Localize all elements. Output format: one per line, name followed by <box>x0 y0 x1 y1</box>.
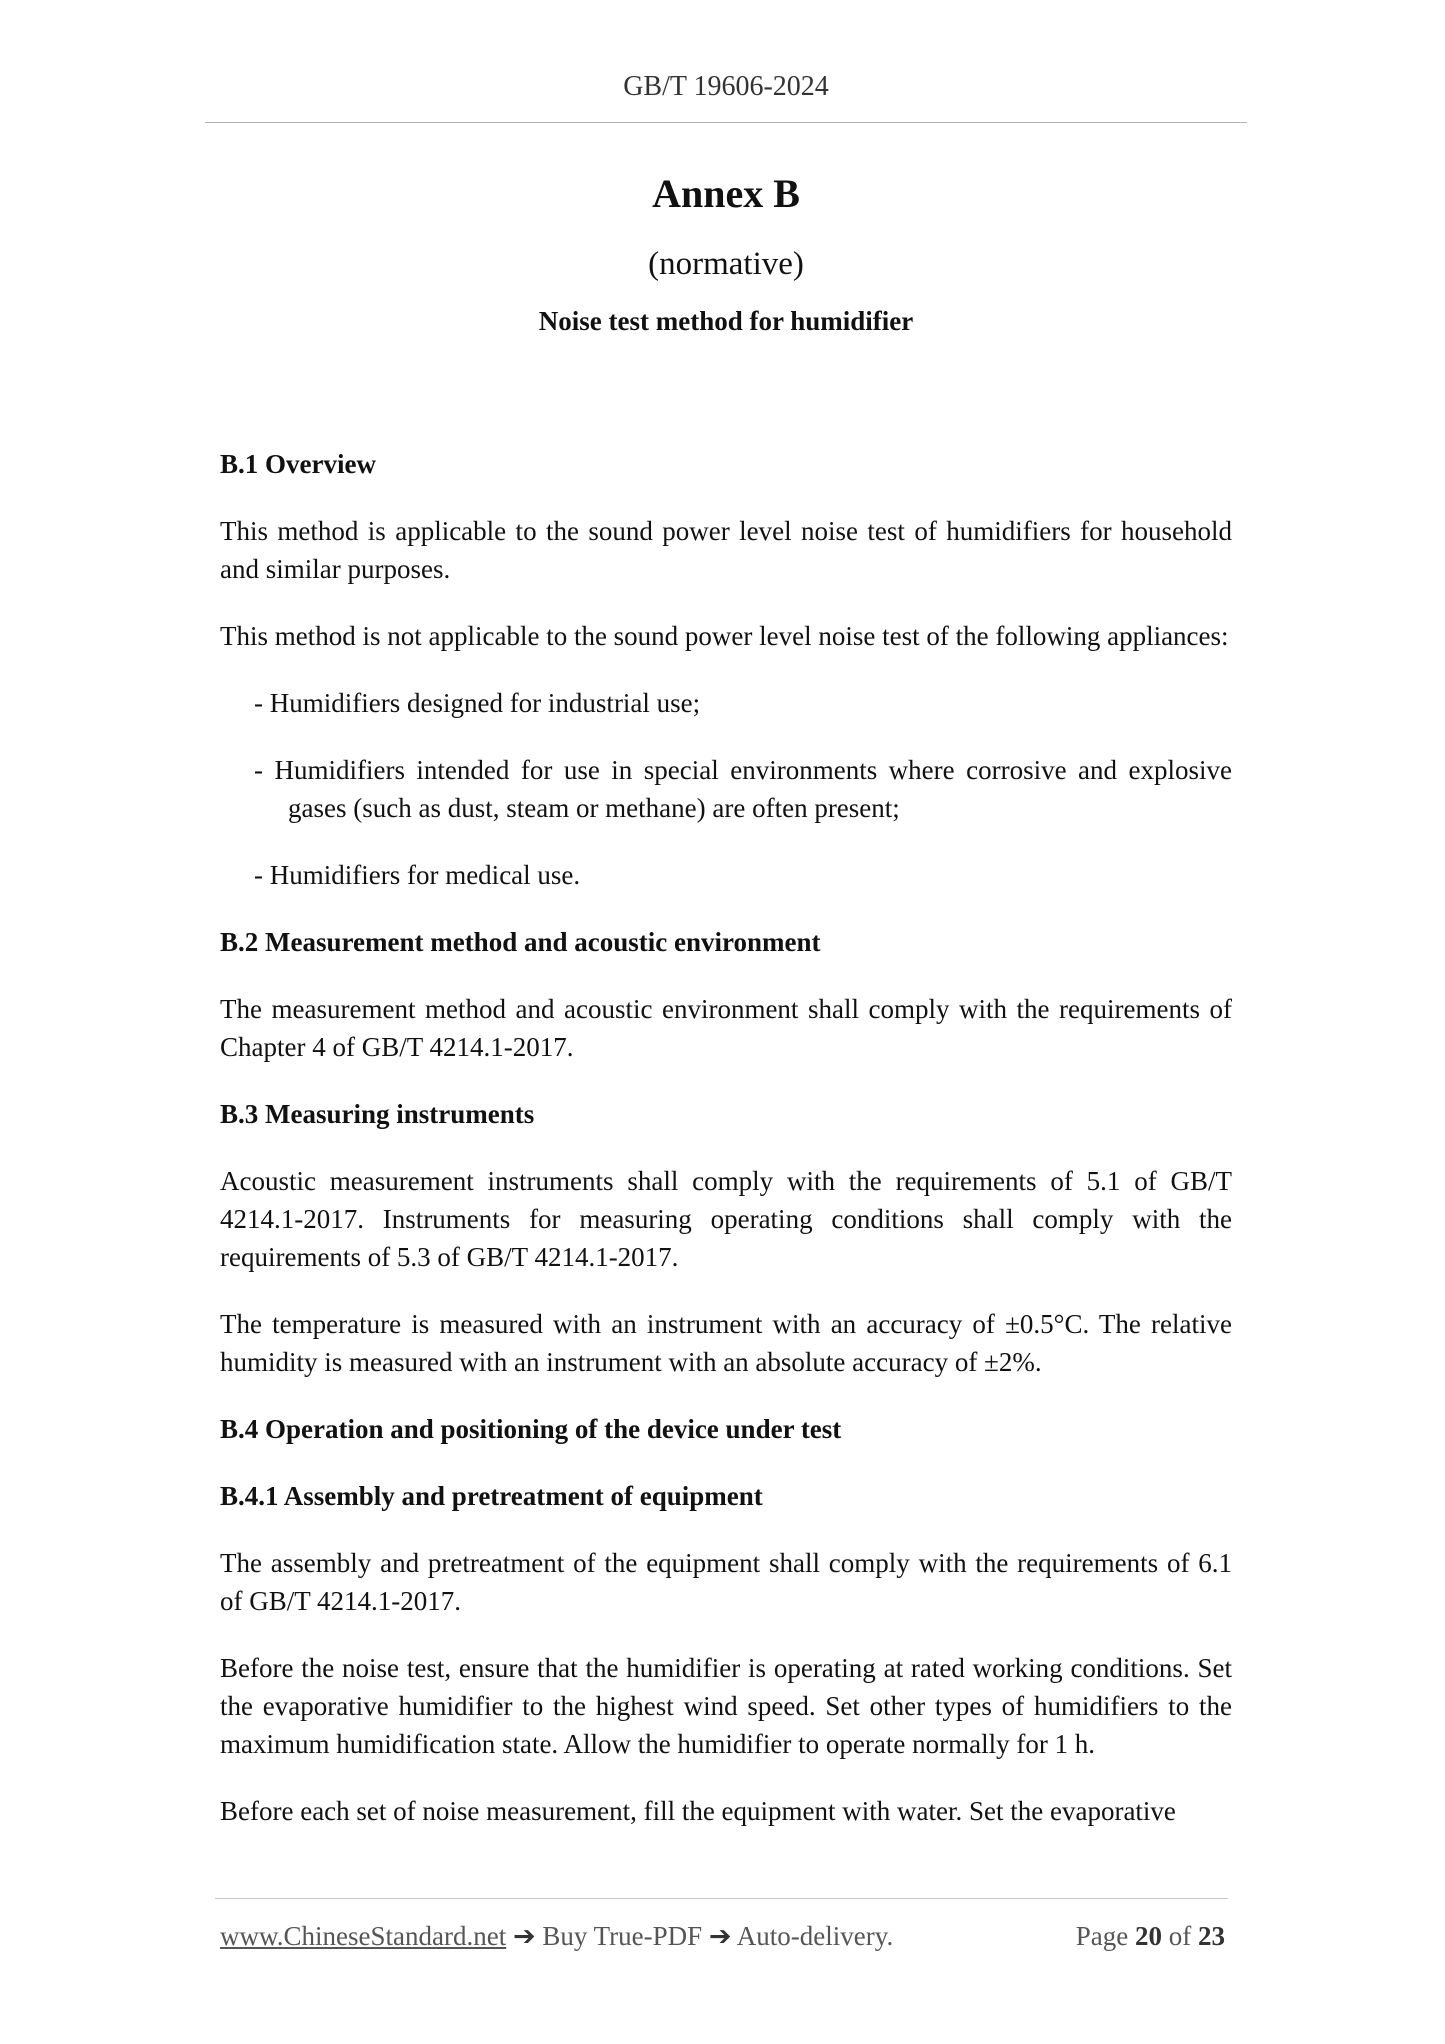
page-label: Page <box>1075 1921 1129 1951</box>
list-item: - Humidifiers for medical use. <box>254 860 581 890</box>
paragraph: The assembly and pretreatment of the equipment shall comply with the requirements of 6.1 of GB/T 4214.1-2017. <box>220 1548 1232 1616</box>
page-number: 20 <box>1135 1921 1162 1951</box>
buy-pdf-text: Buy True-PDF <box>542 1921 703 1951</box>
page-footer <box>220 1921 1225 1952</box>
list-item: - Humidifiers intended for use in special environments where corrosive and explosive gases (such as dust, steam or methane) are often present; <box>254 755 1232 823</box>
header-divider <box>205 122 1247 123</box>
arrow-right-icon: ➔ <box>708 1921 732 1951</box>
subsection-heading-b41: B.4.1 Assembly and pretreatment of equipment <box>220 1481 763 1511</box>
paragraph: The measurement method and acoustic environment shall comply with the requirements of Chapter 4 of GB/T 4214.1-2017. <box>220 994 1232 1062</box>
page-total: 23 <box>1198 1921 1225 1951</box>
list-item: - Humidifiers designed for industrial use; <box>254 688 701 718</box>
website-link[interactable]: www.ChineseStandard.net <box>220 1921 507 1951</box>
section-heading-b3: B.3 Measuring instruments <box>220 1099 535 1129</box>
section-heading-b1: B.1 Overview <box>220 449 376 479</box>
annex-type: (normative) <box>648 246 804 282</box>
annex-title-block <box>220 170 1232 338</box>
of-label: of <box>1168 1921 1192 1951</box>
arrow-right-icon: ➔ <box>512 1921 536 1951</box>
auto-delivery-text: Auto-delivery. <box>736 1921 894 1951</box>
section-heading-b4: B.4 Operation and positioning of the device under test <box>220 1414 842 1444</box>
document-body <box>220 445 1232 1830</box>
annex-title: Annex B <box>652 171 800 216</box>
paragraph: Before the noise test, ensure that the humidifier is operating at rated working conditions. Set the evaporative humidifier to the highest wind speed. Set other types of humidifiers to the maximum humidification state. Allow the humidifier to operate normally for 1 h. <box>220 1653 1232 1759</box>
section-heading-b2: B.2 Measurement method and acoustic environment <box>220 927 821 957</box>
paragraph: Before each set of noise measurement, fill the equipment with water. Set the evaporative <box>220 1796 1176 1826</box>
paragraph: The temperature is measured with an instrument with an accuracy of ±0.5°C. The relative humidity is measured with an instrument with an absolute accuracy of ±2%. <box>220 1309 1232 1377</box>
page-counter <box>1076 1921 1225 1952</box>
paragraph: Acoustic measurement instruments shall comply with the requirements of 5.1 of GB/T 4214.1-2017. Instruments for measuring operating conditions shall comply with the requirements of 5.3 of GB/T 4214.1-2017. <box>220 1166 1232 1272</box>
footer-divider <box>215 1898 1228 1899</box>
paragraph: This method is applicable to the sound power level noise test of humidifiers for household and similar purposes. <box>220 516 1232 584</box>
paragraph: This method is not applicable to the sound power level noise test of the following appliances: <box>220 621 1229 651</box>
document-code-header: GB/T 19606-2024 <box>623 71 829 102</box>
annex-name: Noise test method for humidifier <box>538 306 914 336</box>
